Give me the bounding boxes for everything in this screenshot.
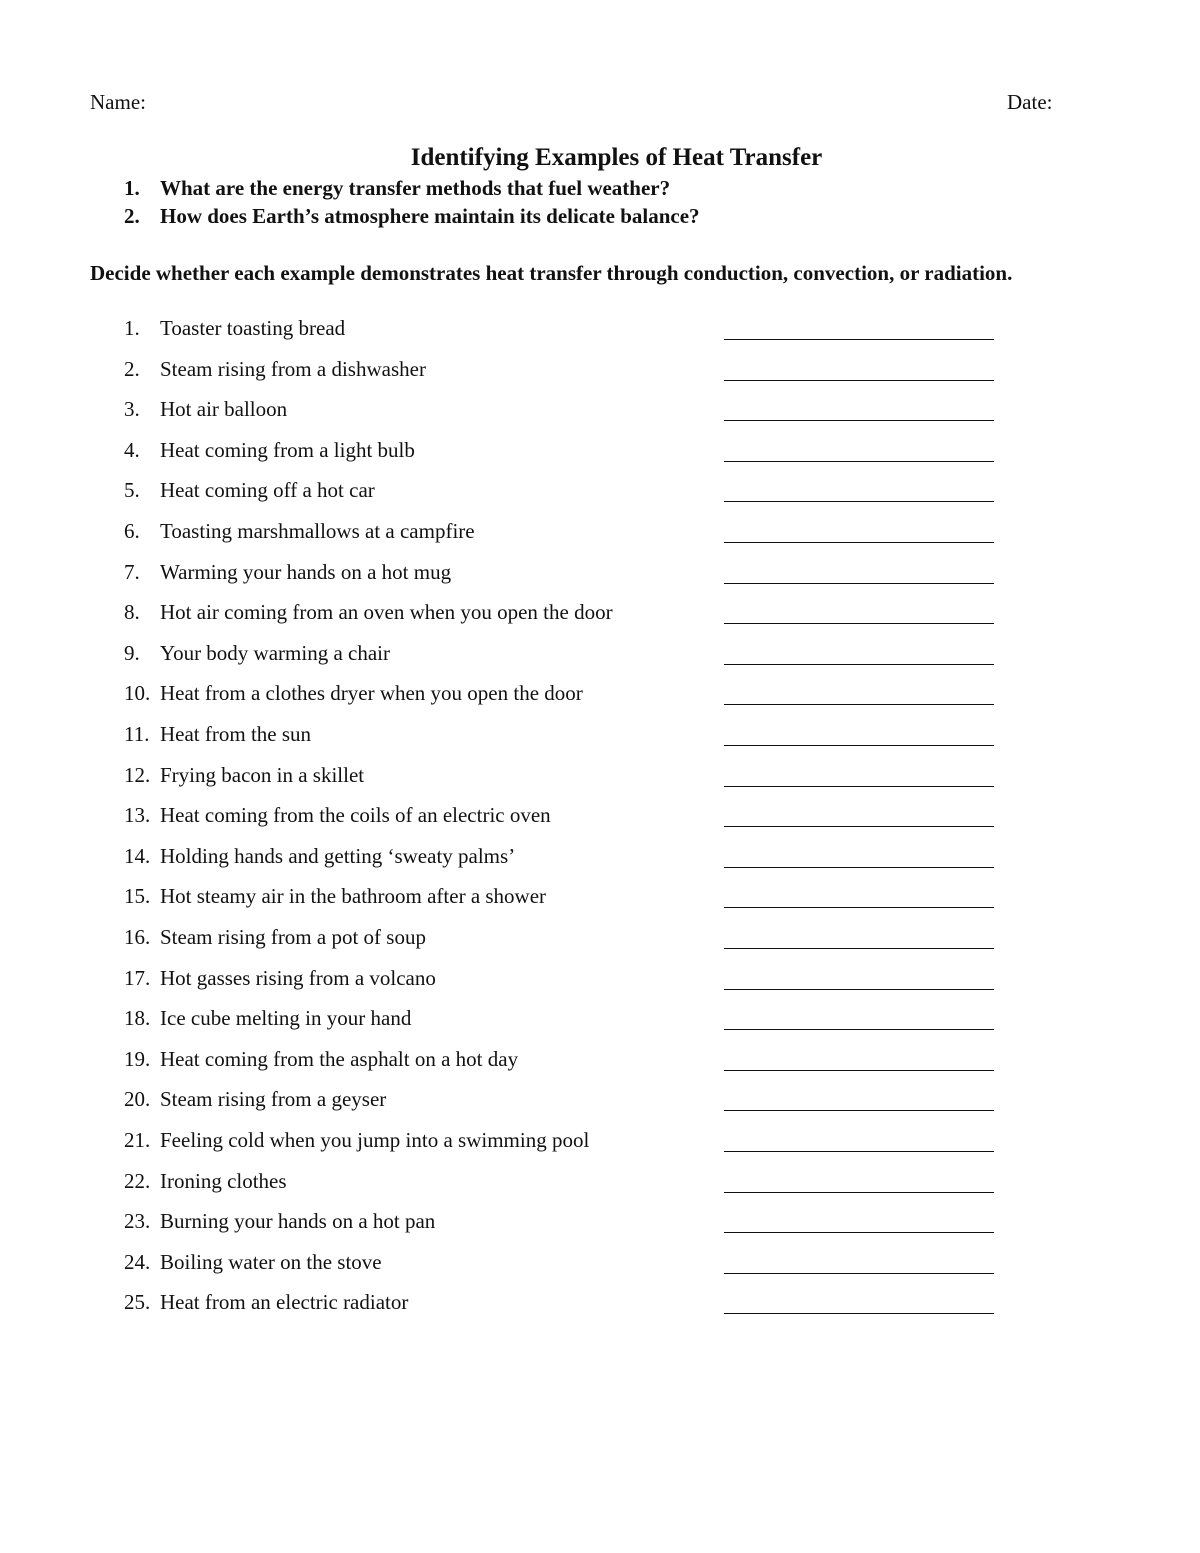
list-item xyxy=(124,722,1004,752)
list-item xyxy=(124,763,1004,793)
list-item xyxy=(124,844,1004,874)
answer-blank[interactable] xyxy=(724,867,994,868)
item-number: 19. xyxy=(124,1046,151,1071)
date-label: Date: xyxy=(1007,90,1053,114)
answer-blank[interactable] xyxy=(724,1192,994,1193)
question-1 xyxy=(124,176,670,201)
answer-blank[interactable] xyxy=(724,1232,994,1233)
list-item xyxy=(124,1209,1004,1239)
list-item xyxy=(124,438,1004,468)
list-item xyxy=(124,803,1004,833)
item-text: Heat coming from the coils of an electric oven xyxy=(160,803,551,828)
list-item xyxy=(124,884,1004,914)
item-number: 11. xyxy=(124,722,150,746)
item-text: Steam rising from a geyser xyxy=(160,1087,387,1112)
item-number: 16. xyxy=(124,925,151,949)
item-text: Heat coming off a hot car xyxy=(160,478,375,503)
item-text: Toaster toasting bread xyxy=(160,316,346,340)
answer-blank[interactable] xyxy=(724,745,994,746)
list-item xyxy=(124,1087,1004,1117)
item-number: 6. xyxy=(124,519,140,543)
item-number: 4. xyxy=(124,437,140,462)
answer-blank[interactable] xyxy=(724,339,994,340)
list-item xyxy=(124,519,1004,549)
answer-blank[interactable] xyxy=(724,664,994,665)
item-text: Heat coming from a light bulb xyxy=(160,437,415,462)
item-number: 22. xyxy=(124,1168,151,1193)
answer-blank[interactable] xyxy=(724,704,994,705)
item-number: 1. xyxy=(124,316,140,340)
answer-blank[interactable] xyxy=(724,1151,994,1152)
item-text: Hot steamy air in the bathroom after a shower xyxy=(160,884,547,909)
item-number: 10. xyxy=(124,681,151,706)
list-item xyxy=(124,681,1004,711)
item-number: 8. xyxy=(124,600,140,625)
item-number: 12. xyxy=(124,762,151,787)
item-number: 20. xyxy=(124,1087,151,1112)
item-number: 3. xyxy=(124,397,140,422)
question-number: 1. xyxy=(124,176,140,200)
list-item xyxy=(124,316,1004,346)
answer-blank[interactable] xyxy=(724,542,994,543)
answer-blank[interactable] xyxy=(724,907,994,908)
page-title: Identifying Examples of Heat Transfer xyxy=(410,144,823,171)
item-number: 24. xyxy=(124,1249,151,1274)
answer-blank[interactable] xyxy=(724,948,994,949)
item-number: 2. xyxy=(124,356,140,381)
list-item xyxy=(124,966,1004,996)
list-item xyxy=(124,397,1004,427)
answer-blank[interactable] xyxy=(724,501,994,502)
list-item xyxy=(124,1169,1004,1199)
question-text: What are the energy transfer methods that fuel weather? xyxy=(160,176,671,200)
item-text: Steam rising from a pot of soup xyxy=(160,925,426,949)
answer-blank[interactable] xyxy=(724,583,994,584)
item-text: Toasting marshmallows at a campfire xyxy=(160,519,475,543)
item-text: Holding hands and getting ‘sweaty palms’ xyxy=(160,843,516,868)
item-number: 17. xyxy=(124,965,151,990)
answer-blank[interactable] xyxy=(724,1313,994,1314)
question-number: 2. xyxy=(124,204,140,228)
answer-blank[interactable] xyxy=(724,786,994,787)
item-text: Heat from an electric radiator xyxy=(160,1290,409,1315)
item-number: 9. xyxy=(124,640,140,665)
item-number: 14. xyxy=(124,843,151,868)
item-number: 15. xyxy=(124,884,151,909)
answer-blank[interactable] xyxy=(724,623,994,624)
item-number: 18. xyxy=(124,1006,151,1031)
item-text: Steam rising from a dishwasher xyxy=(160,356,426,381)
item-text: Hot gasses rising from a volcano xyxy=(160,965,436,990)
answer-blank[interactable] xyxy=(724,826,994,827)
answer-blank[interactable] xyxy=(724,1070,994,1071)
item-text: Burning your hands on a hot pan xyxy=(160,1209,436,1234)
instructions: Decide whether each example demonstrates heat transfer through conduction, convection, or radiation. xyxy=(90,261,1013,285)
item-text: Heat from the sun xyxy=(160,722,312,746)
item-text: Ice cube melting in your hand xyxy=(160,1006,412,1031)
item-number: 5. xyxy=(124,478,140,503)
answer-blank[interactable] xyxy=(724,380,994,381)
item-text: Heat coming from the asphalt on a hot day xyxy=(160,1046,519,1071)
item-text: Hot air balloon xyxy=(160,397,288,422)
list-item xyxy=(124,600,1004,630)
answer-blank[interactable] xyxy=(724,1273,994,1274)
list-item xyxy=(124,641,1004,671)
list-item xyxy=(124,357,1004,387)
list-item xyxy=(124,478,1004,508)
question-text: How does Earth’s atmosphere maintain its delicate balance? xyxy=(160,204,700,228)
answer-blank[interactable] xyxy=(724,1029,994,1030)
item-text: Feeling cold when you jump into a swimming pool xyxy=(160,1128,590,1152)
name-label: Name: xyxy=(90,90,146,114)
item-text: Ironing clothes xyxy=(160,1168,287,1193)
item-number: 23. xyxy=(124,1209,151,1234)
answer-blank[interactable] xyxy=(724,420,994,421)
item-text: Frying bacon in a skillet xyxy=(160,762,365,787)
item-number: 25. xyxy=(124,1290,151,1315)
question-2 xyxy=(124,204,700,229)
item-number: 21. xyxy=(124,1128,151,1152)
list-item xyxy=(124,560,1004,590)
list-item xyxy=(124,1006,1004,1036)
list-item xyxy=(124,925,1004,955)
item-text: Warming your hands on a hot mug xyxy=(160,559,452,584)
item-text: Your body warming a chair xyxy=(160,640,390,665)
list-item xyxy=(124,1290,1004,1320)
item-text: Boiling water on the stove xyxy=(160,1249,382,1274)
item-number: 13. xyxy=(124,803,151,828)
answer-blank[interactable] xyxy=(724,989,994,990)
item-text: Hot air coming from an oven when you open the door xyxy=(160,600,613,625)
list-item xyxy=(124,1047,1004,1077)
answer-blank[interactable] xyxy=(724,461,994,462)
list-item xyxy=(124,1250,1004,1280)
item-text: Heat from a clothes dryer when you open the door xyxy=(160,681,583,706)
list-item xyxy=(124,1128,1004,1158)
answer-blank[interactable] xyxy=(724,1110,994,1111)
item-number: 7. xyxy=(124,559,140,584)
